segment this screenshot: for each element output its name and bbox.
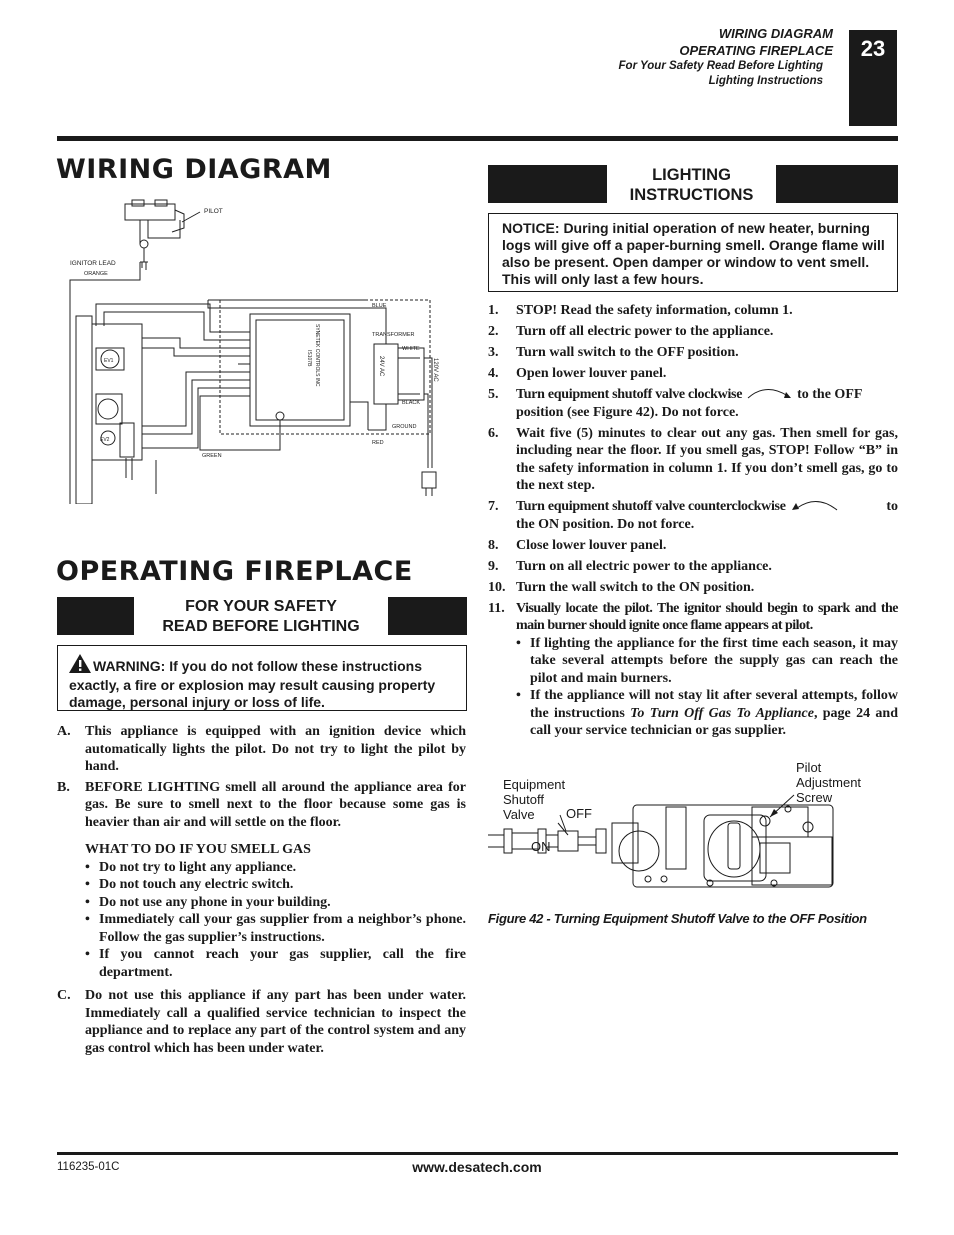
lighting-step: 7. Turn equipment shutoff valve counterclockwise to the ON position. Do not force. [488, 499, 898, 532]
smell-gas-bullet: • Do not touch any electric switch. [85, 877, 294, 892]
label-120v: 120V AC [432, 358, 438, 382]
gas-valve-illustration [488, 755, 898, 895]
smell-gas-block [85, 841, 466, 981]
safety-item-text: BEFORE LIGHTING smell all around the appliance area for gas. Be sure to smell next to the floor because some gas is heavier than air and will settle on the floor. [85, 779, 466, 830]
label-on: ON [531, 839, 551, 854]
warning-word: WARNING: [93, 658, 166, 674]
lighting-banner [488, 165, 898, 203]
smell-gas-heading: WHAT TO DO IF YOU SMELL GAS [85, 842, 311, 857]
header-line-2: OPERATING FIREPLACE [679, 43, 833, 58]
safety-items [57, 723, 466, 1057]
lighting-step: 9. Turn on all electric power to the appliance. [488, 558, 772, 574]
label-controller-name: SYNETEK CONTROLS INC [314, 324, 320, 387]
safety-item-text: Do not use this appliance if any part has been under water. Immediately call a qualified service technician to inspect the appliance and to replace any part of the control system and any gas control which has been under water. [85, 988, 466, 1056]
notice-text: NOTICE: During initial operation of new heater, burning logs will give off a paper-burning smell. Orange flame will also be present. Open damper or window to vent smell. This will only last a few hours. [502, 220, 885, 287]
clockwise-arrow-icon [746, 386, 794, 400]
safety-banner-text [134, 597, 388, 635]
part-number: 116235-01C [57, 1161, 120, 1173]
smell-gas-bullet: • If you cannot reach your gas supplier, call the fire department. [85, 947, 466, 980]
header-line-4: Lighting Instructions [708, 75, 823, 87]
safety-banner-line-1: FOR YOUR SAFETY [185, 598, 337, 615]
safety-banner-line-2: READ BEFORE LIGHTING [162, 618, 360, 635]
label-ev2: EV2 [100, 437, 110, 443]
counterclockwise-arrow-icon [789, 498, 839, 512]
label-ground: GROUND [392, 424, 417, 430]
label-24v: 24V AC [378, 356, 384, 377]
label-ev1: EV1 [104, 358, 114, 364]
safety-item-text: This appliance is equipped with an ignition device which automatically lights the pilot. Do not try to light the pilot by hand. [85, 724, 466, 774]
header-line-1: WIRING DIAGRAM [718, 26, 833, 41]
safety-banner [57, 597, 467, 635]
header-rule [57, 136, 898, 141]
label-transformer: TRANSFORMER [372, 332, 415, 338]
safety-item-label: C. [57, 988, 71, 1003]
lighting-step: 6. Wait five (5) minutes to clear out any gas. Then smell for gas, including near the floor. If you smell gas, STOP! Follow “B” in the safety information in column 1. If you don’t smell gas, go to the next step. [488, 425, 898, 493]
lighting-steps [488, 302, 898, 740]
label-ignitor-lead: IGNITOR LEAD [70, 260, 116, 267]
lighting-banner-text [607, 165, 776, 203]
lighting-step: 2. Turn off all electric power to the appliance. [488, 324, 774, 339]
figure-42-caption: Figure 42 - Turning Equipment Shutoff Valve to the OFF Position [488, 911, 867, 926]
safety-item-a [57, 723, 466, 776]
label-red: RED [372, 440, 384, 446]
footer-rule [57, 1152, 898, 1155]
figure-42 [488, 755, 898, 895]
lighting-banner-line-2: INSTRUCTIONS [629, 186, 754, 204]
label-green: GREEN [202, 453, 222, 459]
lighting-banner-line-1: LIGHTING [652, 166, 731, 184]
safety-item-c [57, 987, 466, 1057]
label-controller-model: IS107B [306, 350, 312, 367]
step-11-bullets [516, 635, 898, 740]
lighting-step: 11. Visually locate the pilot. The ignitor should begin to spark and the main burner should ignite once flame appears at pilot. [488, 600, 898, 633]
label-blue: BLUE [372, 303, 387, 309]
warning-box [57, 645, 467, 711]
smell-gas-bullet: • Do not use any phone in your building. [85, 894, 331, 910]
smell-gas-bullet: • Immediately call your gas supplier from a neighbor’s phone. Follow the gas supplier’s instructions. [85, 912, 466, 945]
label-white: WHITE [402, 346, 420, 352]
lighting-step: 5. Turn equipment shutoff valve clockwise to the OFF position (see Figure 42). Do not force. [488, 387, 863, 420]
warning-icon [69, 654, 91, 677]
wiring-diagram-figure [60, 198, 460, 504]
step-11-bullet: • If the appliance will not stay lit after several attempts, follow the instructions To Turn Off Gas To Appliance, page 24 and call your service technician or gas supplier. [516, 688, 899, 738]
wiring-diagram-title: WIRING DIAGRAM [56, 154, 332, 185]
smell-gas-bullet: • Do not try to light any appliance. [85, 859, 297, 875]
controller-module [250, 314, 350, 426]
lighting-step: 3. Turn wall switch to the OFF position. [488, 345, 739, 360]
warning-text: If you do not follow these instructions exactly, a fire or explosion may result causing property damage, personal injury or loss of life. [69, 658, 436, 710]
safety-item-label: B. [57, 779, 70, 795]
safety-item-label: A. [57, 724, 71, 739]
notice-box [488, 213, 898, 292]
transformer [374, 344, 398, 404]
label-off: OFF [566, 806, 592, 821]
label-pilot-adjustment-screw: Pilot Adjustment Screw [796, 760, 862, 805]
label-equipment-shutoff-valve: Equipment Shutoff Valve [503, 777, 566, 822]
page-number: 23 [849, 30, 897, 126]
step-11-bullet: • If lighting the appliance for the first time each season, it may take several attempts before the supply gas can reach the pilot and main burners. [516, 635, 898, 686]
lighting-step: 4. Open lower louver panel. [488, 366, 667, 381]
safety-item-b [57, 779, 466, 832]
lighting-step: 10. Turn the wall switch to the ON position. [488, 579, 755, 595]
label-orange: ORANGE [84, 271, 108, 277]
operating-fireplace-title: OPERATING FIREPLACE [56, 556, 413, 587]
label-black: BLACK [402, 400, 421, 406]
header-line-3: For Your Safety Read Before Lighting [618, 60, 823, 72]
lighting-step: 1. STOP! Read the safety information, column 1. [488, 303, 793, 318]
label-pilot: PILOT [204, 208, 223, 215]
lighting-step: 8. Close lower louver panel. [488, 537, 667, 553]
website-link[interactable]: www.desatech.com [412, 1159, 542, 1175]
